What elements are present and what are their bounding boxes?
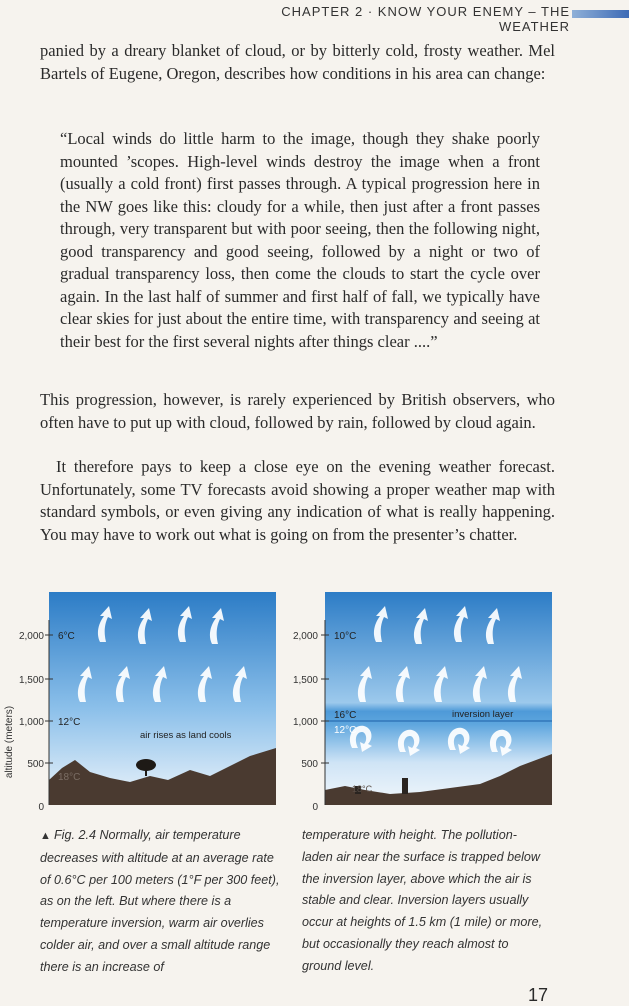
left-temp-18c: 18°C — [58, 772, 81, 783]
block-quote: “Local winds do little harm to the image, though they shake poorly mounted ’scopes. High-level winds destroy the image when a front (usually a cold front) first passes through. A typical progression here in the NW goes like this: cloudy for a while, then just after a front passes through, very transparent but with poor seeing, then the following night, good transparency and good seeing, followed by a night or two of gradual transparency loss, then come the clouds to start the cycle over again. In the last half of summer and first half of fall, we typically have clear skies for just about the entire time, with transparency and seeing at their best for the first several nights after things clear ....” — [60, 129, 540, 351]
left-tick-2000: 2,000 — [18, 631, 44, 642]
page-number: 17 — [528, 985, 549, 1005]
left-tick-1000: 1,000 — [18, 717, 44, 728]
paragraph-british: This progression, however, is rarely experienced by British observers, who often have to put up with cloud, followed by rain, followed by cloud again. — [40, 390, 555, 432]
right-tick-0: 0 — [312, 802, 318, 813]
caption-right: temperature with height. The pollution-laden air near the surface is trapped below the inversion layer, above which the air is stable and clear. Inversion layers usually occur at heights of 1.5 km (1 mile) or more, but occasionally they reach almost to ground level. — [302, 828, 543, 973]
right-temp-12c: 12°C — [334, 725, 357, 736]
right-tick-1000: 1,000 — [292, 717, 318, 728]
left-temp-6c: 6°C — [58, 631, 75, 642]
caption-triangle-icon: ▲ — [40, 830, 54, 842]
paragraph-intro: panied by a dreary blanket of cloud, or by bitterly cold, frosty weather. Mel Bartels of Eugene, Oregon, describes how conditions in his area can change: — [40, 41, 555, 83]
header-accent-bar — [572, 10, 629, 18]
right-temp-16c: 16°C — [334, 710, 357, 721]
figure-temperature-inversion — [0, 590, 629, 815]
figure-svg — [0, 590, 629, 815]
right-tick-500: 500 — [301, 759, 318, 770]
caption-left: Fig. 2.4 Normally, air temperature decreases with altitude at an average rate of 0.6°C per 100 meters (1°F per 300 feet), as on the left. But where there is a temperature inversion, warm air overlies colder air, and over a small altitude range there is an increase of — [40, 828, 280, 974]
paragraph-forecast: It therefore pays to keep a close eye on the evening weather forecast. Unfortunately, some TV forecasts avoid showing a proper weather map with standard symbols, or even giving any indication of what is really happening. You may have to work out what is going on from the presenter’s chatter. — [40, 457, 555, 544]
left-temp-12c: 12°C — [58, 717, 81, 728]
right-temp-10c: 10°C — [334, 631, 357, 642]
running-header: CHAPTER 2 · KNOW YOUR ENEMY – THE WEATHER — [281, 4, 570, 34]
y-axis-label: altitude (meters) — [4, 705, 15, 779]
right-annotation: inversion layer — [452, 709, 514, 720]
right-tick-2000: 2,000 — [292, 631, 318, 642]
left-tick-0: 0 — [38, 802, 44, 813]
left-annotation: air rises as land cools — [140, 730, 232, 741]
right-tick-1500: 1,500 — [292, 675, 318, 686]
left-tick-1500: 1,500 — [18, 675, 44, 686]
left-tick-500: 500 — [27, 759, 44, 770]
right-temp-18c: 18°C — [352, 784, 373, 794]
